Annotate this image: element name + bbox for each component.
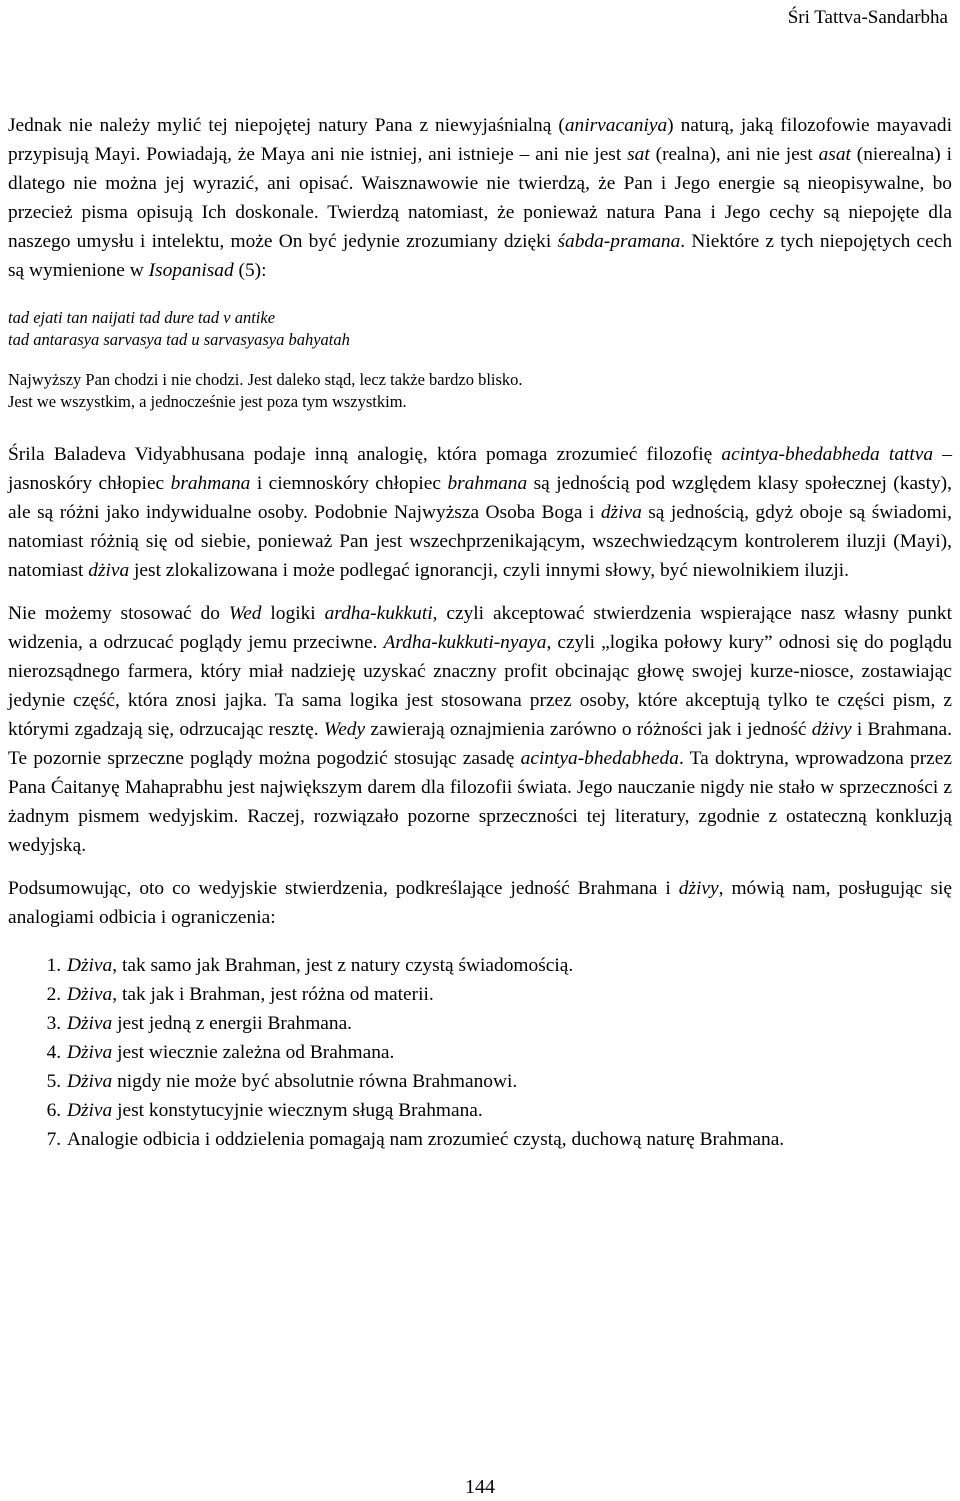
numbered-list bbox=[8, 951, 952, 1154]
text-run: , czyli „logika połowy kury” odnosi się do poglądu nierozsądnego farmera, który miał nadzieję uzyskać znaczny profit obcinając głowę swojej kurze-niosce, zostawiając jedynie część, która znosi jajka. Ta sama logika jest stosowana przez osoby, które akceptują tylko te części pism, z którymi zgadzają się, odrzucając resztę. bbox=[8, 632, 952, 740]
text-run: jest zlokalizowana i może podlegać ignorancji, czyli innymi słowy, być niewolnikiem iluzji. bbox=[129, 560, 849, 581]
verse-line: tad antarasya sarvasya tad u sarvasyasya bahyatah bbox=[8, 330, 350, 349]
translation-line: Jest we wszystkim, a jednocześnie jest poza tym wszystkim. bbox=[8, 392, 407, 411]
text-run: Jednak nie należy mylić tej niepojętej natury Pana z niewyjaśnialną ( bbox=[8, 115, 565, 136]
text-run: nigdy nie może być absolutnie równa Brahmanowi. bbox=[112, 1071, 518, 1092]
paragraph-4 bbox=[8, 874, 952, 932]
list-item bbox=[66, 951, 952, 980]
text-run: . Ta doktryna, wprowadzona przez Pana Ćaitanyę Mahaprabhu jest największym darem dla filozofii świata. Jego nauczanie nigdy nie stało w sprzeczności z żadnym pismem wedyjskim. Raczej, rozwiązało pozorne sprzeczności tej literatury, zgodnie z ostateczną konkluzją wedyjską. bbox=[8, 748, 953, 856]
verse-translation bbox=[8, 369, 952, 413]
text-run: (realna), ani nie jest bbox=[649, 144, 819, 165]
sanskrit-verse bbox=[8, 307, 952, 351]
italic-term: asat bbox=[818, 144, 851, 165]
text-run: logiki bbox=[261, 603, 325, 624]
italic-term: dżiva bbox=[600, 502, 642, 523]
text-run: , czyli akceptować stwierdzenia wspierające nasz własny punkt widzenia, a odrzucać poglądy jemu przeciwne. bbox=[8, 603, 952, 653]
italic-term: acintya-bhedabheda bbox=[520, 748, 679, 769]
italic-term: Ardha-kukkuti-nyaya bbox=[383, 632, 547, 653]
list-item bbox=[66, 1038, 952, 1067]
text-run: jest jedną z energii Brahmana. bbox=[112, 1013, 353, 1034]
translation-line: Najwyższy Pan chodzi i nie chodzi. Jest daleko stąd, lecz także bardzo blisko. bbox=[8, 370, 523, 389]
text-run: , tak samo jak Brahman, jest z natury czystą świadomością. bbox=[112, 955, 574, 976]
italic-term: Dżiva bbox=[67, 1071, 113, 1092]
text-run: , tak jak i Brahman, jest różna od materii. bbox=[112, 984, 434, 1005]
text-run: (5): bbox=[233, 260, 267, 281]
paragraph-3 bbox=[8, 599, 952, 860]
italic-term: dżiva bbox=[88, 560, 130, 581]
list-item bbox=[66, 1096, 952, 1125]
paragraph-1 bbox=[8, 111, 952, 285]
text-run: Podsumowując, oto co wedyjskie stwierdzenia, podkreślające jedność Brahmana i bbox=[8, 878, 679, 899]
text-run: są jednością, gdyż oboje są świadomi, natomiast różnią się od siebie, ponieważ Pan jest wszechprzenikającym, wszechwiedzącym kontrolerem iluzji (Mayi), natomiast bbox=[8, 502, 952, 581]
text-run: Analogie odbicia i oddzielenia pomagają nam zrozumieć czystą, duchową naturę Brahmana. bbox=[67, 1129, 785, 1150]
list-item bbox=[66, 1125, 952, 1154]
list-item bbox=[66, 980, 952, 1009]
italic-term: śabda-pramana bbox=[557, 231, 681, 252]
italic-term: Dżiva bbox=[67, 1042, 113, 1063]
text-run: Nie możemy stosować do bbox=[8, 603, 229, 624]
page-number: 144 bbox=[465, 1476, 495, 1498]
text-run: ) naturą, jaką filozofowie mayavadi przypisują Mayi. Powiadają, że Maya ani nie istniej, ani istnieje – ani nie jest bbox=[8, 115, 953, 165]
text-run: . Niektóre z tych niepojętych cech są wymienione w bbox=[8, 231, 953, 281]
italic-term: ardha-kukkuti bbox=[324, 603, 433, 624]
italic-term: Dżiva bbox=[67, 1100, 113, 1121]
italic-term: anirvacaniya bbox=[564, 115, 668, 136]
list-item bbox=[66, 1067, 952, 1096]
text-run: i Brahmana. Te pozornie sprzeczne poglądy można pogodzić stosując zasadę bbox=[8, 719, 952, 769]
italic-term: acintya-bhedabheda tattva bbox=[721, 444, 934, 465]
page-body bbox=[8, 111, 952, 1154]
running-header: Śri Tattva-Sandarbha bbox=[787, 7, 948, 28]
text-run: Śrila Baladeva Vidyabhusana podaje inną analogię, która pomaga zrozumieć filozofię bbox=[8, 444, 722, 465]
italic-term: brahmana bbox=[170, 473, 251, 494]
text-run: są jednością pod względem klasy społecznej (kasty), ale są różni jako indywidualne osoby. Podobnie Najwyższa Osoba Boga i bbox=[8, 473, 952, 523]
text-run: (nierealna) i dlatego nie można jej wyrazić, ani opisać. Waisznawowie nie twierdzą, że Pan i Jego energie są nieopisywalne, bo przecież pisma opisują Ich doskonale. Twierdzą natomiast, że ponieważ natura Pana i Jego cechy są niepojęte dla naszego umysłu i intelektu, może On być jedynie zrozumiany dzięki bbox=[8, 144, 953, 252]
italic-term: Wed bbox=[228, 603, 262, 624]
italic-term: Isopanisad bbox=[148, 260, 234, 281]
italic-term: Dżiva bbox=[67, 955, 113, 976]
italic-term: dżivy bbox=[811, 719, 852, 740]
text-run: jest konstytucyjnie wiecznym sługą Brahmana. bbox=[112, 1100, 483, 1121]
italic-term: Dżiva bbox=[67, 984, 113, 1005]
text-run: – jasnoskóry chłopiec bbox=[8, 444, 952, 494]
list-item bbox=[66, 1009, 952, 1038]
verse-line: tad ejati tan naijati tad dure tad v antike bbox=[8, 308, 276, 327]
italic-term: brahmana bbox=[447, 473, 528, 494]
italic-term: Dżiva bbox=[67, 1013, 113, 1034]
italic-term: sat bbox=[627, 144, 650, 165]
italic-term: Wedy bbox=[323, 719, 366, 740]
paragraph-2 bbox=[8, 440, 952, 585]
text-run: jest wiecznie zależna od Brahmana. bbox=[112, 1042, 395, 1063]
text-run: zawierają oznajmienia zarówno o różności jak i jedność bbox=[365, 719, 812, 740]
italic-term: dżivy bbox=[678, 878, 719, 899]
text-run: i ciemnoskóry chłopiec bbox=[250, 473, 448, 494]
text-run: , mówią nam, posługując się analogiami odbicia i ograniczenia: bbox=[8, 878, 953, 928]
